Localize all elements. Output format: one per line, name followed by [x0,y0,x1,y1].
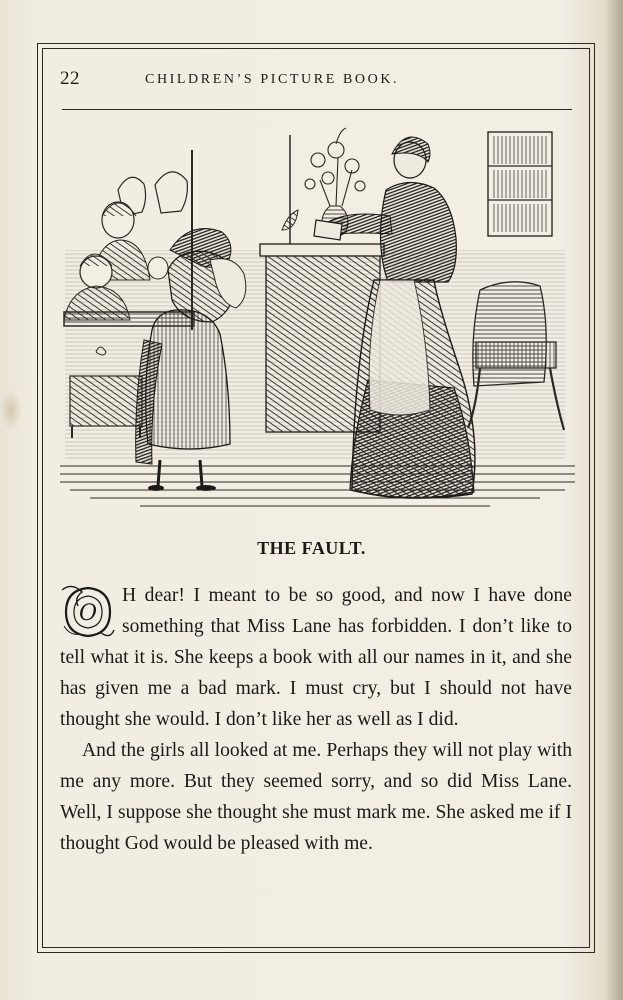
page-header [60,68,575,98]
svg-text:O: O [78,601,98,626]
story-title: THE FAULT. [257,538,366,558]
paragraph-2: And the girls all looked at me. Perhaps they will not play with me any more. But they seemed sorry, and so did Miss Lane. Well, I suppose she thought she must mark me. She asked me if I thought God would be pleased with me. [60,740,572,854]
running-head: CHILDREN’S PICTURE BOOK. [145,72,400,87]
bookcase [488,132,552,236]
paragraph-1-text: H dear! I meant to be so good, and now I have done something that Miss Lane has forbidden. I don’t like to tell what it is. She keeps a book with all our names in it, and she has given me a bad mark. I must cry, but I should not have thought she would. I don’t like her as well as I did. [60,585,572,730]
header-rule [62,109,572,110]
story-body [60,580,572,859]
page-number: 22 [60,68,80,89]
drop-cap [60,582,116,640]
paper-stain [0,390,22,430]
engraving-illustration [60,120,575,515]
paragraph-1 [60,580,572,735]
spine-shadow [605,0,623,1000]
floor [60,466,575,506]
